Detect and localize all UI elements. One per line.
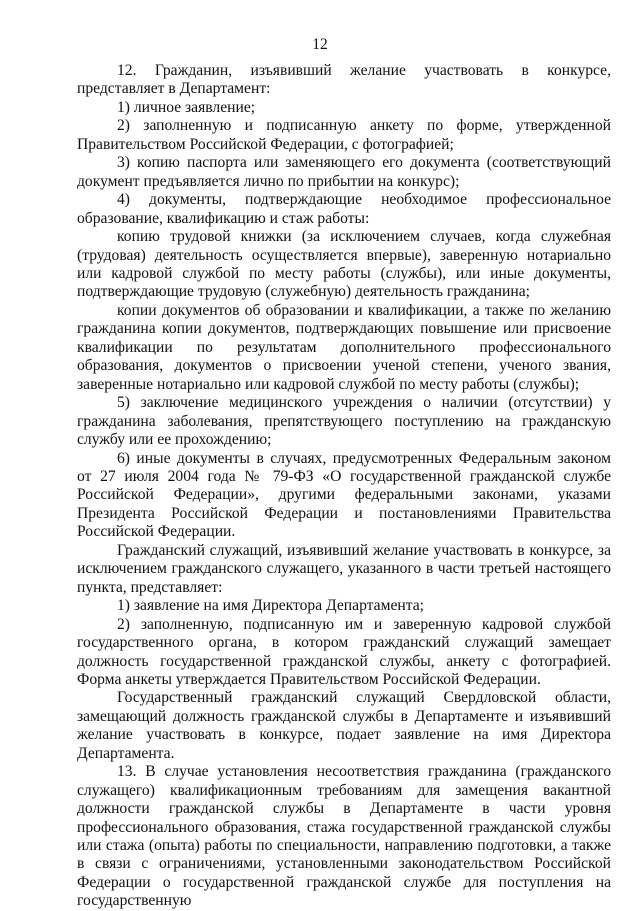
paragraph-civil-servant-item-1: 1) заявление на имя Директора Департамента; (117, 597, 424, 615)
document-body (77, 62, 611, 911)
paragraph-12-intro: 12. Гражданин, изъявивший желание участвовать в конкурсе, представляет в Департамент: (77, 62, 611, 98)
paragraph-item-5-medical-conclusion: 5) заключение медицинского учреждения о наличии (отсутствии) у гражданина заболевания, препятствующего поступлению на гражданскую службу или ее прохождению; (77, 394, 611, 449)
page-number: 12 (312, 36, 328, 53)
paragraph-item-1-personal-application: 1) личное заявление; (117, 98, 256, 116)
paragraph-regional-civil-servant: Государственный гражданский служащий Свердловской области, замещающий должность гражданской службы в Департаменте и изъявивший желание участвовать в конкурсе, подает заявление на имя Директора Департамента. (77, 689, 611, 762)
paragraph-item-2-questionnaire: 2) заполненную и подписанную анкету по форме, утвержденной Правительством Российской Федерации, с фотографией; (77, 117, 611, 153)
paragraph-civil-servant-intro: Гражданский служащий, изъявивший желание участвовать в конкурсе, за исключением гражданского служащего, указанного в части третьей настоящего пункта, представляет: (77, 541, 611, 596)
paragraph-civil-servant-item-2: 2) заполненную, подписанную им и заверенную кадровой службой государственного органа, в котором гражданский служащий замещает должность государственной гражданской службы, анкету с фотографией. Форма анкеты утверждается Правительством Российской Федерации. (77, 615, 611, 688)
paragraph-item-4-documents: 4) документы, подтверждающие необходимое профессиональное образование, квалификацию и стаж работы: (77, 191, 611, 227)
paragraph-13-nonconformity: 13. В случае установления несоответствия гражданина (гражданского служащего) квалификационным требованиям для замещения вакантной должности гражданской службы в Департаменте в части уровня профессионального образования, стажа государственной гражданской службы или стажа (опыта) работы по специальности, направлению подготовки, а также в связи с ограничениями, установленными законодательством Российской Федерации о государственной гражданской службе для поступления на государственную (77, 763, 611, 910)
paragraph-work-book-copy: копию трудовой книжки (за исключением случаев, когда служебная (трудовая) деятельность осуществляется впервые), заверенную нотариально или кадровой службой по месту работы (службы), или иные документы, подтверждающие трудовую (служебную) деятельность гражданина; (77, 228, 611, 301)
paragraph-item-6-other-documents: 6) иные документы в случаях, предусмотренных Федеральным законом от 27 июля 2004 года № 79-ФЗ «О государственной гражданской службе Российской Федерации», другими федеральными законами, указами Президента Российской Федерации и постановлениями Правительства Российской Федерации. (77, 449, 611, 541)
paragraph-education-documents: копии документов об образовании и квалификации, а также по желанию гражданина копии документов, подтверждающих повышение или присвоение квалификации по результатам дополнительного профессионального образования, документов о присвоении ученой степени, ученого звания, заверенные нотариально или кадровой службой по месту работы (службы); (77, 301, 611, 393)
paragraph-item-3-passport-copy: 3) копию паспорта или заменяющего его документа (соответствующий документ предъявляется лично по прибытии на конкурс); (77, 154, 611, 190)
